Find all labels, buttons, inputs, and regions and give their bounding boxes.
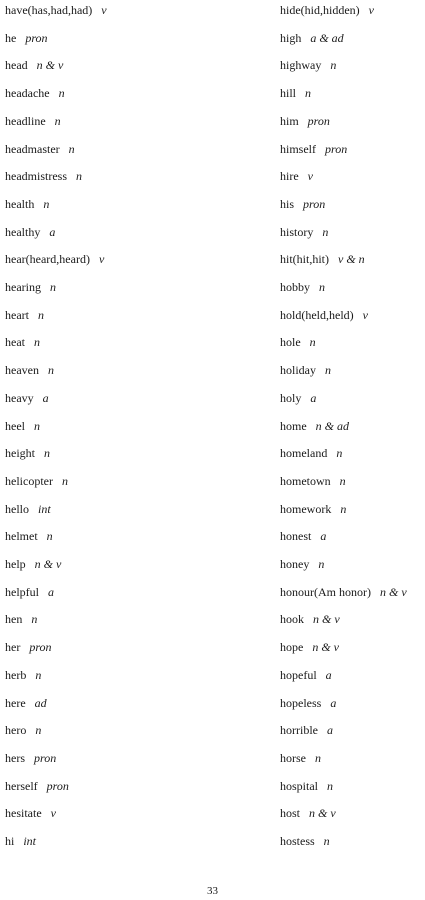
- headword: heart: [5, 307, 29, 322]
- part-of-speech: n: [323, 834, 330, 848]
- part-of-speech: a: [42, 390, 49, 405]
- word-entry: [5, 361, 54, 379]
- word-entry: [5, 694, 47, 712]
- headword: hear(heard,heard): [5, 252, 90, 267]
- headword: hen: [5, 612, 23, 627]
- headword: holy: [280, 390, 302, 405]
- headword: home: [280, 418, 307, 433]
- headword: head: [5, 58, 28, 73]
- headword: help: [5, 557, 26, 571]
- word-entry: [280, 195, 325, 213]
- headword: homeland: [280, 446, 328, 461]
- headword: holiday: [280, 363, 316, 378]
- word-entry: [280, 527, 326, 545]
- part-of-speech: pron: [303, 196, 326, 211]
- headword: homework: [280, 501, 332, 516]
- headword: headache: [5, 86, 50, 101]
- part-of-speech: n & ad: [315, 418, 350, 433]
- headword: hopeful: [280, 667, 317, 682]
- part-of-speech: v: [50, 806, 56, 821]
- word-entry: [280, 389, 316, 407]
- part-of-speech: a: [330, 695, 337, 710]
- headword: hello: [5, 501, 29, 516]
- part-of-speech: n: [339, 473, 346, 488]
- headword: history: [280, 224, 314, 239]
- headword: herself: [5, 778, 38, 793]
- headword: headline: [5, 113, 46, 128]
- word-entry: [280, 84, 311, 102]
- headword: hold(held,held): [280, 307, 354, 322]
- word-entry: [5, 306, 44, 324]
- headword: her: [5, 640, 21, 655]
- word-entry: [5, 472, 68, 490]
- part-of-speech: n: [325, 363, 331, 378]
- word-entry: [5, 223, 55, 241]
- part-of-speech: n: [68, 141, 75, 156]
- headword: helicopter: [5, 473, 53, 488]
- part-of-speech: ad: [34, 695, 47, 710]
- headword: hobby: [280, 280, 310, 294]
- part-of-speech: n & v: [36, 58, 64, 73]
- part-of-speech: n: [47, 363, 54, 378]
- word-entry: [5, 721, 41, 739]
- word-entry: [5, 278, 56, 296]
- word-entry: [280, 278, 325, 296]
- word-entry: [280, 472, 346, 490]
- word-entry: [5, 666, 41, 684]
- headword: honour(Am honor): [280, 584, 371, 599]
- word-entry: [5, 56, 63, 74]
- headword: hope: [280, 640, 304, 655]
- headword: hero: [5, 723, 27, 738]
- word-entry: [280, 777, 333, 795]
- word-entry: [5, 29, 48, 47]
- word-entry: [280, 250, 365, 268]
- word-entry: [5, 610, 37, 628]
- part-of-speech: v: [98, 252, 105, 267]
- word-entry: [280, 666, 332, 684]
- headword: honest: [280, 529, 312, 544]
- headword: hit(hit,hit): [280, 252, 329, 267]
- headword: hopeless: [280, 695, 322, 710]
- part-of-speech: n: [34, 335, 40, 350]
- word-entry: [5, 250, 104, 268]
- headword: herb: [5, 667, 27, 682]
- headword: horse: [280, 750, 306, 765]
- word-entry: [280, 306, 368, 324]
- part-of-speech: n: [340, 501, 347, 516]
- word-entry: [280, 638, 339, 656]
- word-entry: [280, 500, 346, 518]
- part-of-speech: pron: [29, 640, 52, 655]
- headword: health: [5, 196, 35, 211]
- part-of-speech: n: [315, 750, 321, 765]
- word-entry: [280, 721, 333, 739]
- part-of-speech: n: [43, 196, 50, 211]
- headword: headmistress: [5, 169, 67, 184]
- word-entry: [280, 112, 330, 130]
- word-entry: [280, 140, 347, 158]
- word-entry: [5, 500, 51, 518]
- part-of-speech: n: [318, 557, 325, 571]
- part-of-speech: int: [23, 834, 37, 848]
- word-entry: [5, 832, 36, 850]
- word-entry: [5, 1, 107, 19]
- word-entry: [280, 56, 336, 74]
- word-entry: [5, 112, 61, 130]
- part-of-speech: n: [319, 280, 325, 294]
- part-of-speech: n & v: [313, 612, 340, 627]
- word-entry: [280, 29, 344, 47]
- word-entry: [5, 527, 53, 545]
- part-of-speech: n: [54, 113, 61, 128]
- part-of-speech: a: [325, 667, 332, 682]
- word-entry: [280, 361, 331, 379]
- part-of-speech: n & v: [312, 640, 339, 655]
- headword: heel: [5, 418, 25, 433]
- part-of-speech: n: [330, 58, 337, 73]
- headword: hers: [5, 750, 25, 765]
- word-entry: [5, 638, 52, 656]
- headword: hire: [280, 169, 299, 184]
- headword: highway: [280, 58, 322, 73]
- word-entry: [280, 804, 336, 822]
- word-entry: [5, 389, 49, 407]
- part-of-speech: int: [38, 501, 51, 516]
- headword: helpful: [5, 584, 39, 599]
- word-entry: [280, 749, 321, 767]
- headword: headmaster: [5, 141, 60, 156]
- headword: healthy: [5, 224, 41, 239]
- word-entry: [5, 777, 69, 795]
- part-of-speech: n: [61, 473, 68, 488]
- headword: height: [5, 446, 35, 461]
- headword: hesitate: [5, 806, 42, 821]
- word-entry: [280, 583, 407, 601]
- word-entry: [280, 1, 374, 19]
- part-of-speech: a & ad: [310, 30, 344, 45]
- word-entry: [5, 167, 82, 185]
- part-of-speech: a: [327, 723, 333, 738]
- headword: hill: [280, 86, 297, 101]
- headword: his: [280, 196, 295, 211]
- headword: host: [280, 806, 301, 821]
- word-entry: [5, 444, 50, 462]
- word-entry: [5, 804, 56, 822]
- headword: hide(hid,hidden): [280, 3, 360, 17]
- part-of-speech: pron: [25, 30, 48, 45]
- part-of-speech: n: [322, 224, 329, 239]
- word-entry: [280, 555, 324, 573]
- headword: heavy: [5, 390, 34, 405]
- part-of-speech: pron: [34, 750, 57, 765]
- word-entry: [5, 749, 56, 767]
- word-entry: [280, 610, 340, 628]
- headword: hole: [280, 335, 301, 350]
- headword: have(has,had,had): [5, 3, 93, 17]
- part-of-speech: n: [37, 307, 44, 322]
- part-of-speech: n & v: [379, 584, 407, 599]
- part-of-speech: n: [35, 723, 42, 738]
- headword: helmet: [5, 529, 38, 544]
- headword: horrible: [280, 723, 318, 738]
- part-of-speech: a: [48, 584, 54, 599]
- part-of-speech: n: [336, 446, 343, 461]
- part-of-speech: n: [35, 667, 42, 682]
- word-entry: [5, 195, 49, 213]
- part-of-speech: a: [49, 224, 56, 239]
- part-of-speech: n & v: [309, 806, 336, 821]
- headword: hospital: [280, 778, 318, 793]
- headword: heaven: [5, 363, 39, 378]
- word-entry: [280, 167, 313, 185]
- part-of-speech: v: [362, 307, 368, 322]
- part-of-speech: n: [327, 778, 333, 793]
- part-of-speech: v: [368, 3, 374, 17]
- part-of-speech: n: [305, 86, 312, 101]
- headword: he: [5, 30, 17, 45]
- word-entry: [280, 333, 316, 351]
- word-entry: [5, 333, 40, 351]
- headword: himself: [280, 141, 316, 156]
- headword: honey: [280, 557, 310, 571]
- part-of-speech: v & n: [338, 252, 365, 267]
- word-entry: [5, 417, 40, 435]
- headword: hostess: [280, 834, 315, 848]
- word-entry: [5, 140, 75, 158]
- word-entry: [280, 694, 336, 712]
- word-entry: [5, 84, 65, 102]
- headword: hometown: [280, 473, 331, 488]
- word-entry: [280, 444, 342, 462]
- word-entry: [280, 417, 349, 435]
- part-of-speech: n: [58, 86, 65, 101]
- part-of-speech: pron: [46, 778, 69, 793]
- word-entry: [5, 555, 61, 573]
- part-of-speech: n: [49, 280, 56, 294]
- part-of-speech: v: [307, 169, 313, 184]
- word-entry: [5, 583, 54, 601]
- part-of-speech: pron: [325, 141, 348, 156]
- headword: hearing: [5, 280, 41, 294]
- headword: hi: [5, 834, 15, 848]
- headword: here: [5, 695, 26, 710]
- part-of-speech: n: [76, 169, 82, 184]
- page-number: 33: [207, 885, 218, 897]
- headword: him: [280, 113, 299, 128]
- part-of-speech: n: [31, 612, 38, 627]
- part-of-speech: v: [101, 3, 107, 17]
- word-entry: [280, 832, 330, 850]
- part-of-speech: n: [34, 418, 40, 433]
- part-of-speech: pron: [307, 113, 330, 128]
- headword: high: [280, 30, 302, 45]
- headword: heat: [5, 335, 25, 350]
- part-of-speech: a: [310, 390, 317, 405]
- word-entry: [280, 223, 328, 241]
- part-of-speech: a: [320, 529, 327, 544]
- part-of-speech: n: [44, 446, 50, 461]
- part-of-speech: n: [309, 335, 316, 350]
- part-of-speech: n & v: [34, 557, 62, 571]
- headword: hook: [280, 612, 304, 627]
- part-of-speech: n: [46, 529, 53, 544]
